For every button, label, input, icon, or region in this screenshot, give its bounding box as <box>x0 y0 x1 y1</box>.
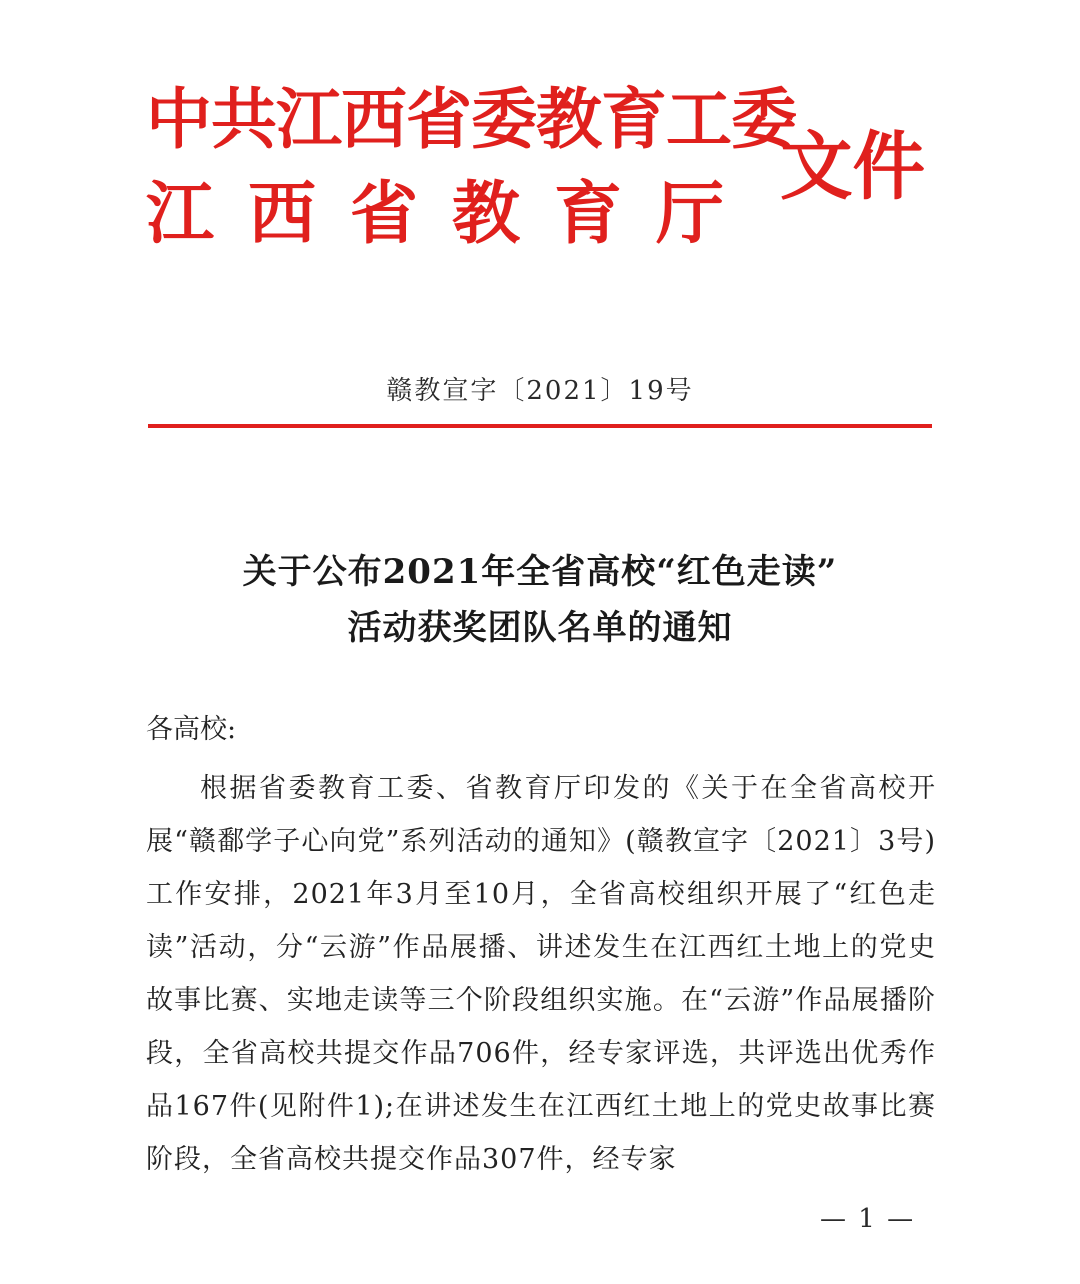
body-paragraph: 根据省委教育工委、省教育厅印发的《关于在全省高校开展“赣鄱学子心向党”系列活动的通知》(赣教宣字〔2021〕3号)工作安排，2021年3月至10月，全省高校组织开展了“红色走读”活动，分“云游”作品展播、讲述发生在江西红土地上的党史故事比赛、实地走读等三个阶段组织实施。在“云游”作品展播阶段，全省高校共提交作品706件，经专家评选，共评选出优秀作品167件(见附件1);在讲述发生在江西红土地上的党史故事比赛阶段，全省高校共提交作品307件，经专家 <box>146 773 936 1175</box>
title-line-2: 活动获奖团队名单的通知 <box>347 608 733 648</box>
document-type-label: 文件 <box>780 124 926 210</box>
red-divider-line <box>148 424 932 428</box>
title-line-1: 关于公布2021年全省高校“红色走读” <box>242 552 838 592</box>
issuing-org-line-1: 中共江西省委教育工委 <box>146 80 796 158</box>
document-number: 赣教宣字〔2021〕19号 <box>386 376 694 406</box>
salutation: 各高校: <box>146 714 237 745</box>
document-title <box>0 544 1080 656</box>
issuing-org-line-2: 江西省教育厅 <box>146 174 759 254</box>
body-text <box>146 762 936 1186</box>
page-number: — 1 — <box>820 1204 916 1234</box>
